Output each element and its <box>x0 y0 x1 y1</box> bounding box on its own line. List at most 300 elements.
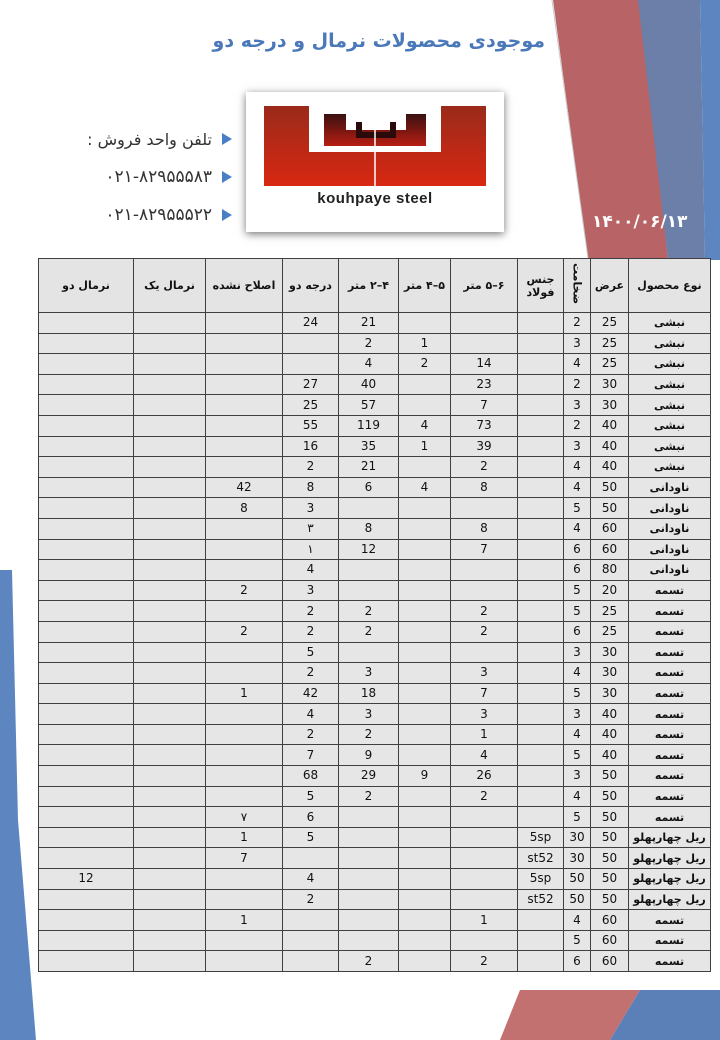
cell-qty-normal-two <box>39 663 134 684</box>
cell-qty-2-4m: 4 <box>339 354 399 375</box>
cell-qty-2-4m: 2 <box>339 333 399 354</box>
cell-qty-grade-two: 2 <box>283 601 339 622</box>
cell-steel-grade <box>518 395 564 416</box>
cell-product-type: نبشی <box>629 415 711 436</box>
cell-qty-5-6m: 2 <box>451 786 518 807</box>
cell-qty-2-4m: 29 <box>339 766 399 787</box>
bullet-triangle-icon <box>222 209 232 221</box>
cell-steel-grade <box>518 333 564 354</box>
cell-qty-normal-two <box>39 745 134 766</box>
cell-width: 40 <box>591 704 629 725</box>
cell-qty-grade-two: 2 <box>283 724 339 745</box>
cell-product-type: ناودانی <box>629 498 711 519</box>
cell-thickness: 4 <box>564 457 591 478</box>
cell-qty-normal-two <box>39 621 134 642</box>
cell-qty-grade-two <box>283 930 339 951</box>
cell-qty-4-5m <box>399 807 451 828</box>
cell-qty-normal-two <box>39 642 134 663</box>
cell-qty-grade-two: 4 <box>283 869 339 890</box>
bullet-triangle-icon <box>222 133 232 145</box>
cell-qty-normal-two <box>39 786 134 807</box>
cell-product-type: تسمه <box>629 745 711 766</box>
table-row <box>39 415 711 436</box>
cell-qty-unrefined <box>206 704 283 725</box>
cell-thickness: 5 <box>564 683 591 704</box>
cell-qty-5-6m: 39 <box>451 436 518 457</box>
cell-qty-normal-one <box>134 930 206 951</box>
cell-thickness: 5 <box>564 807 591 828</box>
cell-steel-grade <box>518 786 564 807</box>
cell-steel-grade <box>518 930 564 951</box>
cell-qty-unrefined: ۷ <box>206 807 283 828</box>
cell-qty-normal-one <box>134 539 206 560</box>
cell-thickness: 3 <box>564 436 591 457</box>
phone-number[interactable]: ۰۲۱-۸۲۹۵۵۵۲۲ <box>105 205 212 225</box>
cell-qty-normal-one <box>134 518 206 539</box>
cell-qty-normal-two <box>39 827 134 848</box>
cell-product-type: تسمه <box>629 663 711 684</box>
cell-qty-2-4m: 12 <box>339 539 399 560</box>
cell-qty-grade-two: 55 <box>283 415 339 436</box>
cell-qty-normal-two <box>39 560 134 581</box>
cell-steel-grade <box>518 374 564 395</box>
cell-qty-5-6m: 4 <box>451 745 518 766</box>
cell-product-type: نبشی <box>629 313 711 334</box>
cell-qty-4-5m <box>399 621 451 642</box>
cell-width: 40 <box>591 745 629 766</box>
cell-qty-normal-two <box>39 848 134 869</box>
cell-qty-grade-two: ۱ <box>283 539 339 560</box>
cell-qty-4-5m <box>399 930 451 951</box>
cell-qty-5-6m: 2 <box>451 457 518 478</box>
cell-qty-5-6m <box>451 889 518 910</box>
cell-qty-4-5m <box>399 395 451 416</box>
cell-qty-grade-two: 42 <box>283 683 339 704</box>
cell-qty-4-5m <box>399 457 451 478</box>
cell-qty-unrefined <box>206 415 283 436</box>
cell-qty-normal-one <box>134 704 206 725</box>
cell-steel-grade <box>518 498 564 519</box>
cell-qty-unrefined <box>206 869 283 890</box>
cell-qty-normal-two <box>39 518 134 539</box>
cell-qty-2-4m <box>339 910 399 931</box>
cell-qty-normal-one <box>134 663 206 684</box>
cell-product-type: ناودانی <box>629 477 711 498</box>
cell-qty-grade-two: 25 <box>283 395 339 416</box>
table-row <box>39 951 711 972</box>
cell-product-type: نبشی <box>629 457 711 478</box>
table-row <box>39 313 711 334</box>
header-normal-two: نرمال دو <box>39 259 134 313</box>
cell-qty-5-6m: 1 <box>451 910 518 931</box>
header-thickness-label: ضخامت <box>570 263 584 305</box>
cell-qty-2-4m: 3 <box>339 663 399 684</box>
cell-qty-unrefined <box>206 354 283 375</box>
table-row <box>39 601 711 622</box>
cell-steel-grade <box>518 518 564 539</box>
cell-qty-4-5m: 1 <box>399 333 451 354</box>
header-steel-grade: جنس فولاد <box>518 259 564 313</box>
cell-qty-2-4m <box>339 560 399 581</box>
cell-steel-grade <box>518 724 564 745</box>
cell-qty-normal-one <box>134 745 206 766</box>
phone-line-1 <box>36 158 236 196</box>
cell-qty-grade-two: 5 <box>283 827 339 848</box>
table-row <box>39 910 711 931</box>
cell-qty-5-6m <box>451 333 518 354</box>
cell-qty-unrefined <box>206 539 283 560</box>
cell-width: 50 <box>591 766 629 787</box>
cell-qty-normal-one <box>134 786 206 807</box>
cell-qty-4-5m <box>399 663 451 684</box>
cell-qty-normal-two <box>39 807 134 828</box>
cell-width: 60 <box>591 930 629 951</box>
cell-qty-grade-two: 68 <box>283 766 339 787</box>
cell-qty-5-6m <box>451 313 518 334</box>
cell-steel-grade <box>518 415 564 436</box>
company-logo <box>246 92 504 232</box>
cell-qty-normal-one <box>134 621 206 642</box>
cell-thickness: 4 <box>564 786 591 807</box>
cell-product-type: تسمه <box>629 766 711 787</box>
cell-qty-5-6m: 7 <box>451 683 518 704</box>
cell-qty-5-6m <box>451 580 518 601</box>
cell-qty-normal-one <box>134 374 206 395</box>
cell-qty-5-6m: 3 <box>451 663 518 684</box>
cell-width: 50 <box>591 848 629 869</box>
cell-qty-unrefined <box>206 333 283 354</box>
table-row <box>39 930 711 951</box>
logo-mark-icon <box>264 106 486 186</box>
cell-width: 25 <box>591 621 629 642</box>
cell-qty-normal-one <box>134 766 206 787</box>
cell-qty-normal-one <box>134 580 206 601</box>
cell-thickness: 5 <box>564 498 591 519</box>
cell-product-type: تسمه <box>629 910 711 931</box>
cell-qty-2-4m: 9 <box>339 745 399 766</box>
inventory-table <box>38 258 711 972</box>
table-row <box>39 333 711 354</box>
cell-qty-normal-two <box>39 539 134 560</box>
cell-qty-normal-two <box>39 374 134 395</box>
cell-qty-normal-one <box>134 724 206 745</box>
cell-qty-5-6m <box>451 869 518 890</box>
cell-qty-normal-one <box>134 807 206 828</box>
cell-qty-unrefined: 42 <box>206 477 283 498</box>
cell-steel-grade: st52 <box>518 889 564 910</box>
cell-qty-normal-two <box>39 601 134 622</box>
page-title: موجودی محصولات نرمال و درجه دو <box>212 30 545 52</box>
cell-thickness: 50 <box>564 889 591 910</box>
cell-qty-grade-two: 5 <box>283 642 339 663</box>
cell-steel-grade <box>518 663 564 684</box>
header-4-5m: ۵–۴ متر <box>399 259 451 313</box>
cell-qty-normal-two: 12 <box>39 869 134 890</box>
table-body <box>39 313 711 972</box>
cell-qty-2-4m <box>339 580 399 601</box>
cell-qty-5-6m <box>451 930 518 951</box>
table-row <box>39 766 711 787</box>
cell-qty-unrefined <box>206 724 283 745</box>
cell-qty-unrefined <box>206 951 283 972</box>
cell-steel-grade <box>518 477 564 498</box>
cell-product-type: ناودانی <box>629 539 711 560</box>
cell-qty-5-6m: 7 <box>451 539 518 560</box>
cell-product-type: ریل چهارپهلو <box>629 827 711 848</box>
table-row <box>39 580 711 601</box>
cell-steel-grade <box>518 354 564 375</box>
cell-product-type: ناودانی <box>629 560 711 581</box>
cell-qty-4-5m <box>399 951 451 972</box>
cell-product-type: تسمه <box>629 786 711 807</box>
cell-qty-unrefined <box>206 395 283 416</box>
cell-qty-normal-one <box>134 827 206 848</box>
cell-qty-5-6m: 1 <box>451 724 518 745</box>
phone-number[interactable]: ۰۲۱-۸۲۹۵۵۵۸۳ <box>105 167 212 187</box>
cell-qty-normal-two <box>39 313 134 334</box>
cell-qty-4-5m <box>399 498 451 519</box>
cell-qty-unrefined <box>206 313 283 334</box>
cell-steel-grade <box>518 436 564 457</box>
table-row <box>39 642 711 663</box>
cell-width: 60 <box>591 539 629 560</box>
cell-qty-4-5m <box>399 313 451 334</box>
cell-width: 20 <box>591 580 629 601</box>
cell-qty-4-5m: 1 <box>399 436 451 457</box>
cell-qty-2-4m <box>339 869 399 890</box>
cell-thickness: 2 <box>564 313 591 334</box>
table-row <box>39 786 711 807</box>
cell-width: 30 <box>591 374 629 395</box>
cell-qty-2-4m: 119 <box>339 415 399 436</box>
cell-qty-2-4m <box>339 889 399 910</box>
cell-qty-2-4m <box>339 827 399 848</box>
cell-qty-5-6m: 2 <box>451 951 518 972</box>
cell-qty-normal-two <box>39 951 134 972</box>
cell-qty-2-4m <box>339 848 399 869</box>
cell-qty-4-5m <box>399 683 451 704</box>
cell-qty-grade-two: 27 <box>283 374 339 395</box>
table-row <box>39 518 711 539</box>
cell-steel-grade <box>518 457 564 478</box>
cell-steel-grade <box>518 704 564 725</box>
header-grade-two: درجه دو <box>283 259 339 313</box>
cell-qty-unrefined: 2 <box>206 580 283 601</box>
cell-qty-grade-two <box>283 848 339 869</box>
cell-qty-2-4m: 2 <box>339 724 399 745</box>
cell-product-type: نبشی <box>629 354 711 375</box>
cell-qty-normal-one <box>134 848 206 869</box>
cell-product-type: تسمه <box>629 621 711 642</box>
cell-qty-5-6m <box>451 807 518 828</box>
cell-qty-4-5m <box>399 642 451 663</box>
cell-width: 80 <box>591 560 629 581</box>
cell-qty-5-6m <box>451 498 518 519</box>
table-row <box>39 889 711 910</box>
cell-qty-normal-one <box>134 333 206 354</box>
cell-thickness: 3 <box>564 704 591 725</box>
cell-steel-grade <box>518 807 564 828</box>
table-row <box>39 704 711 725</box>
cell-width: 50 <box>591 498 629 519</box>
cell-qty-unrefined <box>206 601 283 622</box>
cell-thickness: 3 <box>564 766 591 787</box>
cell-width: 60 <box>591 910 629 931</box>
table-row <box>39 560 711 581</box>
cell-width: 30 <box>591 642 629 663</box>
table-row <box>39 477 711 498</box>
cell-thickness: 4 <box>564 663 591 684</box>
cell-steel-grade: 5sp <box>518 869 564 890</box>
cell-qty-2-4m: 2 <box>339 601 399 622</box>
table-row <box>39 745 711 766</box>
header-unrefined: اصلاح نشده <box>206 259 283 313</box>
cell-thickness: 50 <box>564 869 591 890</box>
cell-qty-4-5m <box>399 745 451 766</box>
cell-qty-4-5m <box>399 724 451 745</box>
table-row <box>39 498 711 519</box>
cell-qty-2-4m <box>339 930 399 951</box>
bullet-triangle-icon <box>222 171 232 183</box>
cell-qty-4-5m <box>399 910 451 931</box>
header-2-4m: ۴–۲ متر <box>339 259 399 313</box>
cell-qty-normal-two <box>39 683 134 704</box>
cell-qty-grade-two: 2 <box>283 889 339 910</box>
cell-thickness: 6 <box>564 951 591 972</box>
cell-qty-unrefined <box>206 374 283 395</box>
cell-qty-unrefined <box>206 457 283 478</box>
cell-qty-4-5m: 2 <box>399 354 451 375</box>
cell-qty-unrefined <box>206 663 283 684</box>
cell-thickness: 2 <box>564 374 591 395</box>
cell-qty-2-4m <box>339 642 399 663</box>
cell-width: 25 <box>591 354 629 375</box>
cell-qty-normal-two <box>39 724 134 745</box>
cell-qty-5-6m: 23 <box>451 374 518 395</box>
cell-qty-4-5m <box>399 374 451 395</box>
cell-steel-grade <box>518 683 564 704</box>
cell-qty-4-5m <box>399 560 451 581</box>
cell-qty-grade-two: 16 <box>283 436 339 457</box>
cell-width: 40 <box>591 436 629 457</box>
cell-product-type: نبشی <box>629 436 711 457</box>
cell-qty-unrefined: 1 <box>206 683 283 704</box>
cell-qty-unrefined: 1 <box>206 827 283 848</box>
cell-product-type: ریل چهارپهلو <box>629 848 711 869</box>
cell-width: 40 <box>591 724 629 745</box>
cell-qty-5-6m: 7 <box>451 395 518 416</box>
cell-steel-grade <box>518 560 564 581</box>
cell-thickness: 4 <box>564 354 591 375</box>
header-width: عرض <box>591 259 629 313</box>
table-row <box>39 374 711 395</box>
cell-qty-normal-one <box>134 683 206 704</box>
cell-qty-4-5m <box>399 539 451 560</box>
cell-qty-4-5m: 4 <box>399 415 451 436</box>
cell-width: 25 <box>591 313 629 334</box>
cell-width: 50 <box>591 807 629 828</box>
cell-qty-normal-one <box>134 436 206 457</box>
header-product-type: نوع محصول <box>629 259 711 313</box>
cell-qty-4-5m <box>399 786 451 807</box>
cell-qty-2-4m: 21 <box>339 457 399 478</box>
blue-left-wedge <box>0 570 36 1040</box>
cell-qty-normal-two <box>39 498 134 519</box>
cell-qty-4-5m <box>399 827 451 848</box>
cell-steel-grade <box>518 951 564 972</box>
cell-qty-grade-two: 5 <box>283 786 339 807</box>
cell-qty-normal-two <box>39 415 134 436</box>
cell-qty-grade-two: 8 <box>283 477 339 498</box>
cell-thickness: 2 <box>564 415 591 436</box>
cell-thickness: 3 <box>564 642 591 663</box>
table-row <box>39 621 711 642</box>
cell-width: 25 <box>591 601 629 622</box>
cell-qty-normal-one <box>134 601 206 622</box>
cell-thickness: 5 <box>564 930 591 951</box>
cell-qty-4-5m: 4 <box>399 477 451 498</box>
cell-product-type: تسمه <box>629 807 711 828</box>
table-row <box>39 663 711 684</box>
cell-qty-grade-two: 3 <box>283 498 339 519</box>
cell-width: 30 <box>591 663 629 684</box>
cell-qty-unrefined <box>206 786 283 807</box>
cell-thickness: 30 <box>564 827 591 848</box>
cell-qty-grade-two: 7 <box>283 745 339 766</box>
cell-qty-4-5m <box>399 601 451 622</box>
cell-thickness: 4 <box>564 518 591 539</box>
cell-qty-normal-two <box>39 477 134 498</box>
cell-product-type: تسمه <box>629 601 711 622</box>
cell-qty-grade-two: 2 <box>283 457 339 478</box>
cell-qty-grade-two <box>283 951 339 972</box>
cell-qty-4-5m: 9 <box>399 766 451 787</box>
cell-width: 40 <box>591 415 629 436</box>
cell-width: 50 <box>591 827 629 848</box>
cell-qty-unrefined: 7 <box>206 848 283 869</box>
cell-qty-4-5m <box>399 704 451 725</box>
sales-label-line <box>36 120 236 158</box>
table-row <box>39 539 711 560</box>
cell-qty-5-6m: 2 <box>451 601 518 622</box>
cell-qty-normal-two <box>39 766 134 787</box>
cell-qty-5-6m: 3 <box>451 704 518 725</box>
cell-steel-grade <box>518 766 564 787</box>
cell-width: 60 <box>591 951 629 972</box>
table-row <box>39 436 711 457</box>
cell-thickness: 6 <box>564 539 591 560</box>
table-row <box>39 848 711 869</box>
cell-steel-grade <box>518 910 564 931</box>
cell-qty-grade-two <box>283 333 339 354</box>
cell-qty-4-5m <box>399 848 451 869</box>
cell-qty-grade-two: 4 <box>283 704 339 725</box>
cell-qty-normal-one <box>134 498 206 519</box>
cell-qty-normal-one <box>134 951 206 972</box>
table-row <box>39 354 711 375</box>
cell-qty-normal-one <box>134 560 206 581</box>
cell-qty-unrefined <box>206 436 283 457</box>
cell-qty-normal-one <box>134 642 206 663</box>
cell-width: 50 <box>591 869 629 890</box>
cell-qty-2-4m: 21 <box>339 313 399 334</box>
table-row <box>39 683 711 704</box>
cell-thickness: 4 <box>564 910 591 931</box>
cell-width: 30 <box>591 683 629 704</box>
cell-thickness: 3 <box>564 333 591 354</box>
table-row <box>39 724 711 745</box>
cell-qty-unrefined: 8 <box>206 498 283 519</box>
